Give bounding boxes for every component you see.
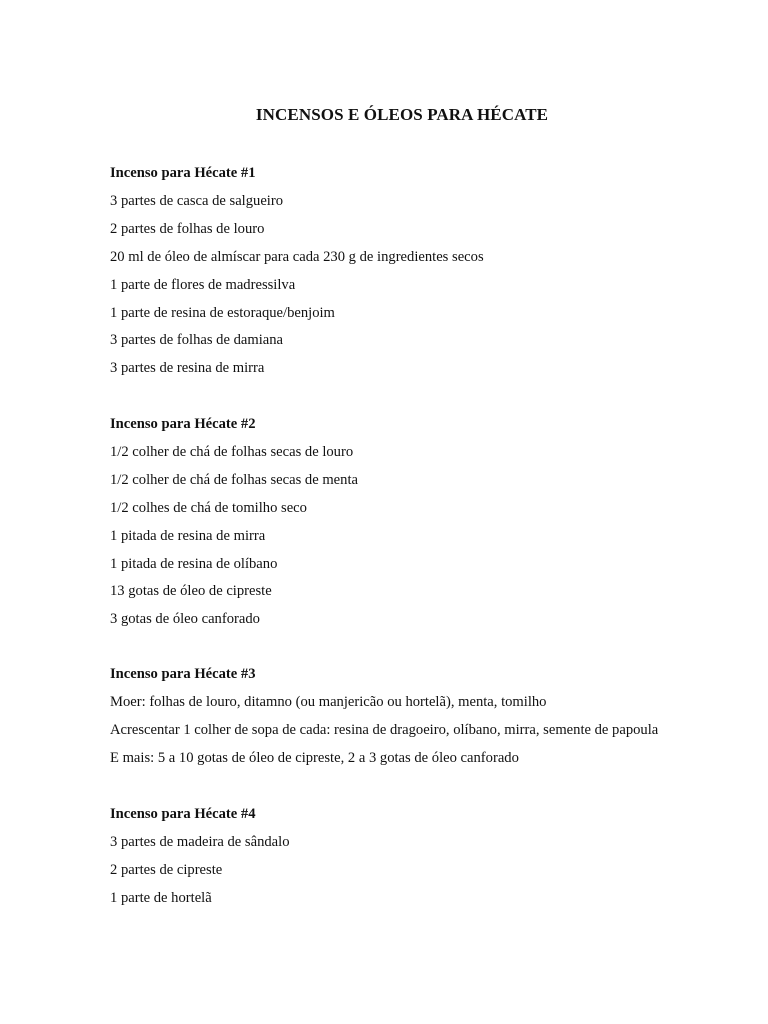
section-heading: Incenso para Hécate #3 xyxy=(110,666,256,682)
document-title: INCENSOS E ÓLEOS PARA HÉCATE xyxy=(255,105,549,124)
ingredient-line: 3 partes de madeira de sândalo xyxy=(110,834,290,850)
ingredient-line: 1 parte de resina de estoraque/benjoim xyxy=(110,304,335,321)
recipe-section-2 xyxy=(110,414,750,637)
ingredient-line: 2 partes de cipreste xyxy=(110,861,223,878)
recipe-section-4 xyxy=(110,804,750,916)
ingredient-line: 2 partes de folhas de louro xyxy=(110,220,265,237)
ingredient-line: 1/2 colher de chá de folhas secas de menta xyxy=(110,471,358,488)
ingredient-line: Acrescentar 1 colher de sopa de cada: resina de dragoeiro, olíbano, mirra, semente de papoula xyxy=(110,721,659,738)
ingredient-line: 3 partes de casca de salgueiro xyxy=(110,193,284,209)
ingredient-line: 3 partes de folhas de damiana xyxy=(110,332,284,349)
section-heading: Incenso para Hécate #1 xyxy=(110,165,256,181)
ingredient-line: E mais: 5 a 10 gotas de óleo de cipreste, 2 a 3 gotas de óleo canforado xyxy=(110,749,519,766)
ingredient-line: 1/2 colhes de chá de tomilho seco xyxy=(110,499,307,516)
ingredient-line: 20 ml de óleo de almíscar para cada 230 g de ingredientes secos xyxy=(110,248,484,265)
ingredient-line: 1 pitada de resina de olíbano xyxy=(110,555,278,572)
ingredient-line: 13 gotas de óleo de cipreste xyxy=(110,583,272,600)
ingredient-list xyxy=(110,832,750,916)
ingredient-list xyxy=(110,191,750,386)
ingredient-line: 3 gotas de óleo canforado xyxy=(110,611,260,628)
section-heading: Incenso para Hécate #2 xyxy=(110,416,256,432)
section-heading: Incenso para Hécate #4 xyxy=(110,806,256,822)
recipe-section-3 xyxy=(110,664,750,776)
ingredient-line: 3 partes de resina de mirra xyxy=(110,360,265,377)
ingredient-list xyxy=(110,442,750,637)
ingredient-line: Moer: folhas de louro, ditamno (ou manjericão ou hortelã), menta, tomilho xyxy=(110,694,547,710)
ingredient-list xyxy=(110,692,750,776)
recipe-section-1 xyxy=(110,163,750,386)
ingredient-line: 1 pitada de resina de mirra xyxy=(110,527,266,544)
ingredient-line: 1 parte de hortelã xyxy=(110,889,212,906)
ingredient-line: 1/2 colher de chá de folhas secas de louro xyxy=(110,444,354,460)
ingredient-line: 1 parte de flores de madressilva xyxy=(110,276,296,293)
